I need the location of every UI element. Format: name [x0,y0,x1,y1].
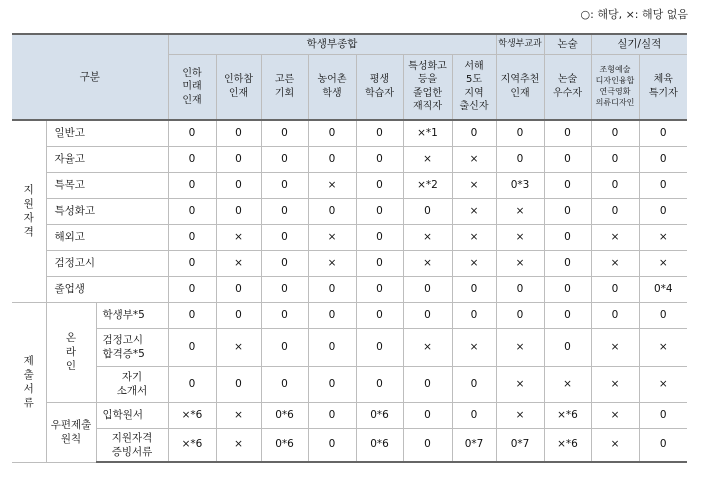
row-label: 지원자격 증빙서류 [96,428,168,462]
table-cell: 0 [403,402,452,428]
table-cell: 0 [261,328,308,366]
table-cell: × [591,224,639,250]
table-cell: 0 [639,146,687,172]
table-cell: 0 [356,276,403,302]
col-header: 조형예술 디자인융합 연극영화 의류디자인 [591,54,639,120]
col-header: 인하 미래 인재 [168,54,216,120]
table-cell: 0 [261,172,308,198]
header-group-gyogwa: 학생부교과 [496,34,544,54]
header-group-silgi: 실기/실적 [591,34,687,54]
table-cell: × [496,198,544,224]
table-cell: × [496,402,544,428]
table-cell: × [216,224,261,250]
table-cell: 0*6 [261,428,308,462]
table-cell: 0 [168,250,216,276]
table-cell: 0 [591,302,639,328]
table-cell: 0 [544,172,591,198]
row-label: 검정고시 [46,250,168,276]
table-cell: × [544,366,591,402]
table-cell: × [452,328,496,366]
table-cell: 0 [403,302,452,328]
table-cell: 0 [639,302,687,328]
table-cell: 0 [308,428,356,462]
table-cell: × [496,366,544,402]
row-label: 자기 소개서 [96,366,168,402]
table-cell: × [452,198,496,224]
table-cell: 0 [544,224,591,250]
table-cell: 0 [591,276,639,302]
table-cell: 0 [261,224,308,250]
table-cell: 0 [496,146,544,172]
table-cell: × [639,366,687,402]
table-cell: 0 [308,120,356,146]
table-cell: 0 [308,146,356,172]
table-cell: 0 [168,198,216,224]
table-cell: 0 [544,120,591,146]
table-cell: 0 [496,276,544,302]
col-header: 논술 우수자 [544,54,591,120]
table-cell: 0 [356,224,403,250]
col-header: 농어촌 학생 [308,54,356,120]
table-cell: 0 [639,198,687,224]
table-cell: 0 [403,276,452,302]
table-cell: × [639,224,687,250]
table-cell: × [639,250,687,276]
table-cell: 0 [452,366,496,402]
table-cell: 0 [261,120,308,146]
legend-note: ○: 해당, ×: 해당 없음 [580,8,688,21]
table-cell: × [591,328,639,366]
table-cell: 0 [216,366,261,402]
table-cell: 0 [591,146,639,172]
table-cell: 0 [356,302,403,328]
table-cell: 0 [496,120,544,146]
header-group-nonsul: 논술 [544,34,591,54]
table-cell: 0 [261,250,308,276]
table-cell: × [216,328,261,366]
table-cell: 0 [591,120,639,146]
table-cell: 0 [544,198,591,224]
table-cell: 0*6 [261,402,308,428]
col-header: 지역추천 인재 [496,54,544,120]
table-cell: 0 [356,146,403,172]
table-cell: × [452,172,496,198]
table-cell: 0 [452,402,496,428]
table-cell: 0*7 [496,428,544,462]
table-cell: 0 [216,172,261,198]
table-cell: × [496,328,544,366]
table-cell: × [403,250,452,276]
group-postal: 우편제출 원칙 [46,402,96,462]
table-cell: 0 [403,428,452,462]
table-cell: ×*1 [403,120,452,146]
table-cell: 0 [591,198,639,224]
table-cell: × [591,402,639,428]
col-header: 인하참 인재 [216,54,261,120]
table-cell: 0 [544,146,591,172]
col-header: 고른 기회 [261,54,308,120]
row-label: 특목고 [46,172,168,198]
table-cell: ×*2 [403,172,452,198]
table-cell: 0 [639,428,687,462]
table-cell: 0 [544,276,591,302]
table-cell: × [496,224,544,250]
table-cell: 0 [591,172,639,198]
table-cell: 0 [168,172,216,198]
table-cell: 0 [261,276,308,302]
table-cell: 0 [168,276,216,302]
table-cell: × [496,250,544,276]
group-submission: 제 출 서 류 [12,302,46,462]
admission-requirements-table [12,33,687,463]
table-cell: × [308,224,356,250]
table-cell: 0 [544,250,591,276]
table-cell: 0 [261,302,308,328]
row-label: 학생부*5 [96,302,168,328]
table-cell: 0 [452,120,496,146]
table-cell: 0 [168,328,216,366]
table-cell: 0 [216,198,261,224]
table-cell: 0 [216,302,261,328]
table-cell: 0 [452,302,496,328]
table-cell: 0 [639,172,687,198]
table-cell: × [452,146,496,172]
table-cell: 0*7 [452,428,496,462]
table-cell: 0 [356,328,403,366]
table-cell: 0 [216,146,261,172]
row-label: 일반고 [46,120,168,146]
table-cell: × [403,328,452,366]
row-label: 해외고 [46,224,168,250]
col-header: 서해 5도 지역 출신자 [452,54,496,120]
table-cell: 0 [261,366,308,402]
table-cell: 0 [639,120,687,146]
header-group-jonghap: 학생부종합 [168,34,496,54]
table-cell: 0 [261,198,308,224]
table-cell: 0 [216,120,261,146]
table-cell: 0 [168,302,216,328]
group-online: 온 라 인 [46,302,96,402]
table-cell: × [403,224,452,250]
col-header: 특성화고 등을 졸업한 재직자 [403,54,452,120]
table-cell: 0 [544,302,591,328]
row-label: 졸업생 [46,276,168,302]
table-cell: 0 [308,276,356,302]
table-cell: ×*6 [168,402,216,428]
table-cell: 0 [308,328,356,366]
table-cell: × [308,250,356,276]
table-cell: 0 [168,120,216,146]
table-cell: 0*3 [496,172,544,198]
table-cell: × [591,366,639,402]
table-cell: × [639,328,687,366]
table-cell: ×*6 [544,428,591,462]
table-cell: 0 [356,198,403,224]
table-cell: 0 [308,198,356,224]
table-cell: 0 [496,302,544,328]
table-cell: 0 [452,276,496,302]
table-cell: 0 [356,172,403,198]
table-cell: 0 [403,198,452,224]
table-cell: 0 [168,366,216,402]
table-cell: × [216,250,261,276]
table-cell: 0 [356,120,403,146]
row-label: 특성화고 [46,198,168,224]
table-cell: ×*6 [168,428,216,462]
table-cell: × [308,172,356,198]
group-qualification: 지 원 자 격 [12,120,46,302]
row-label: 검정고시 합격증*5 [96,328,168,366]
table-cell: 0 [261,146,308,172]
table-cell: 0*4 [639,276,687,302]
table-cell: 0 [308,402,356,428]
table-cell: 0*6 [356,428,403,462]
table-cell: 0 [216,276,261,302]
table-cell: × [452,224,496,250]
table-cell: × [216,402,261,428]
table-cell: 0 [403,366,452,402]
table-cell: 0 [308,366,356,402]
col-header: 체육 특기자 [639,54,687,120]
table-cell: 0 [168,224,216,250]
row-label: 입학원서 [96,402,168,428]
row-label: 자율고 [46,146,168,172]
table-cell: × [216,428,261,462]
table-cell: ×*6 [544,402,591,428]
col-header: 평생 학습자 [356,54,403,120]
table-cell: 0 [308,302,356,328]
table-cell: 0 [544,328,591,366]
table-cell: × [452,250,496,276]
table-cell: 0 [356,250,403,276]
table-cell: × [403,146,452,172]
table-cell: 0 [356,366,403,402]
table-cell: × [591,428,639,462]
table-cell: 0 [639,402,687,428]
table-cell: 0*6 [356,402,403,428]
table-cell: 0 [168,146,216,172]
table-cell: × [591,250,639,276]
header-category: 구분 [12,34,168,120]
